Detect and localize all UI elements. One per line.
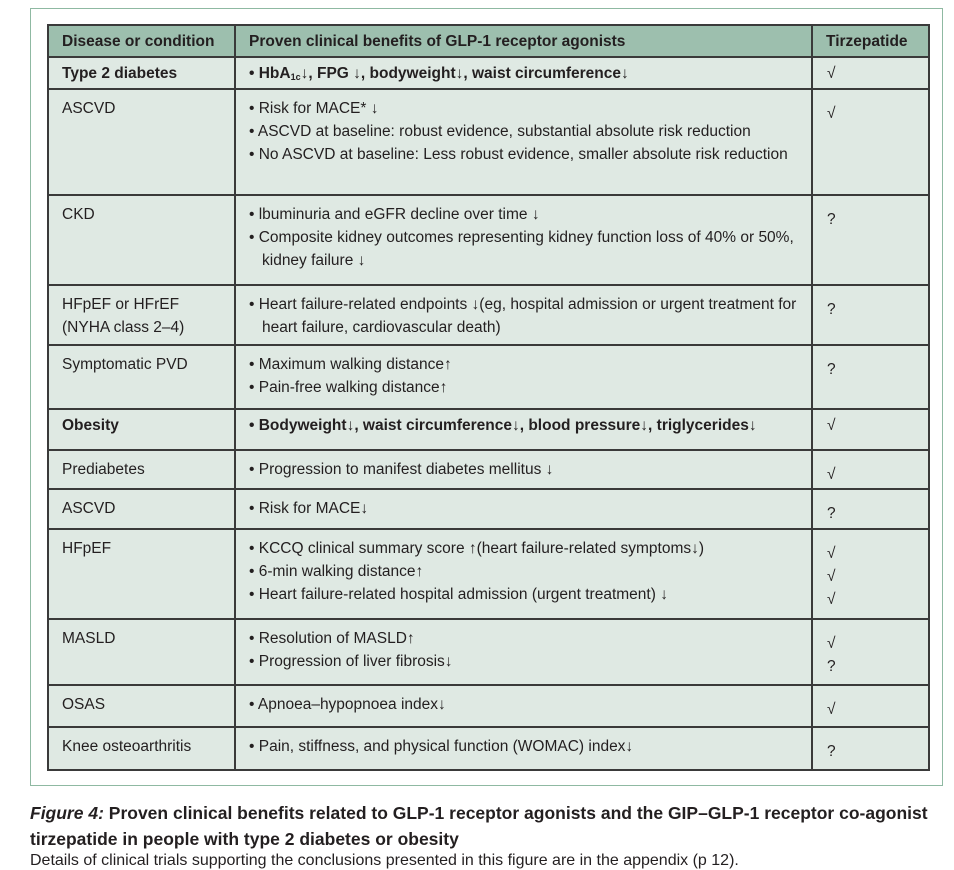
tirzepatide-cell [812, 529, 929, 619]
tirzepatide-mark: ? [827, 505, 836, 522]
benefit-item: • Bodyweight↓, waist circumference↓, blood pressure↓, triglycerides↓ [249, 417, 757, 434]
figure-note: Details of clinical trials supporting the conclusions presented in this figure are in the appendix (p 12). [30, 852, 739, 869]
header-tirzepatide: Tirzepatide [812, 25, 929, 57]
tirzepatide-mark: √ [827, 466, 836, 483]
table-row [48, 409, 929, 450]
tirzepatide-mark: √ [827, 635, 836, 652]
table-row [48, 685, 929, 727]
tirzepatide-mark: √ [827, 65, 836, 82]
benefits-cell [235, 450, 812, 489]
condition-cell: ASCVD [48, 89, 235, 195]
tirzepatide-cell [812, 345, 929, 409]
figure-title: Proven clinical benefits related to GLP-1 receptor agonists and the GIP–GLP-1 receptor co-agonist tirzepatide in people with type 2 diabetes or obesity [30, 803, 928, 849]
tirzepatide-mark: ? [827, 658, 836, 675]
table-row [48, 450, 929, 489]
table-row [48, 727, 929, 770]
subscript: 1c [290, 72, 301, 82]
tirzepatide-mark: √ [827, 568, 836, 585]
tirzepatide-mark: ? [827, 361, 836, 378]
table-row [48, 619, 929, 685]
benefit-item: • Progression of liver fibrosis↓ [249, 653, 453, 670]
condition-cell: HFpEF [48, 529, 235, 619]
condition-cell: CKD [48, 195, 235, 285]
tirzepatide-mark: ? [827, 211, 836, 228]
figure-caption [30, 800, 940, 852]
benefit-item: • ASCVD at baseline: robust evidence, substantial absolute risk reduction [249, 123, 751, 140]
benefit-item: • Pain, stiffness, and physical function (WOMAC) index↓ [249, 738, 634, 755]
tirzepatide-cell [812, 409, 929, 450]
condition-cell: MASLD [48, 619, 235, 685]
tirzepatide-mark: ? [827, 743, 836, 760]
benefit-item: • Resolution of MASLD↑ [249, 630, 415, 647]
benefits-cell [235, 727, 812, 770]
tirzepatide-mark: ? [827, 301, 836, 318]
table-row [48, 57, 929, 89]
benefit-item: • Heart failure-related endpoints ↓(eg, hospital admission or urgent treatment for heart failure, cardiovascular death) [249, 296, 797, 336]
benefits-cell [235, 409, 812, 450]
benefit-item: • 6-min walking distance↑ [249, 563, 424, 580]
tirzepatide-mark: √ [827, 591, 836, 608]
benefits-cell [235, 57, 812, 89]
table-row [48, 89, 929, 195]
table-row [48, 529, 929, 619]
benefit-item: • Pain-free walking distance↑ [249, 379, 448, 396]
benefit-item: • Apnoea–hypopnoea index↓ [249, 696, 446, 713]
benefits-cell [235, 195, 812, 285]
tirzepatide-cell [812, 450, 929, 489]
benefit-item: • Composite kidney outcomes representing kidney function loss of 40% or 50%, kidney failure ↓ [249, 229, 794, 269]
benefit-item: • Risk for MACE↓ [249, 500, 369, 517]
tirzepatide-cell [812, 727, 929, 770]
header-benefits: Proven clinical benefits of GLP-1 receptor agonists [235, 25, 812, 57]
benefits-table [47, 24, 930, 771]
benefit-item: • lbuminuria and eGFR decline over time ↓ [249, 206, 540, 223]
table-header-row [48, 25, 929, 57]
tirzepatide-cell [812, 195, 929, 285]
benefit-item: • Risk for MACE* ↓ [249, 100, 379, 117]
tirzepatide-mark: √ [827, 105, 836, 122]
table-row [48, 285, 929, 345]
tirzepatide-cell [812, 685, 929, 727]
condition-cell: Obesity [48, 409, 235, 450]
benefit-item: • Heart failure-related hospital admission (urgent treatment) ↓ [249, 586, 668, 603]
condition-cell: OSAS [48, 685, 235, 727]
figure-label: Figure 4: [30, 803, 104, 823]
benefits-cell [235, 345, 812, 409]
condition-cell: HFpEF or HFrEF (NYHA class 2–4) [48, 285, 235, 345]
table-row [48, 489, 929, 529]
benefits-cell [235, 489, 812, 529]
benefit-item: • HbA$_{1c}$↓, FPG ↓, bodyweight↓, waist circumference↓ [249, 65, 629, 82]
benefit-item: • Maximum walking distance↑ [249, 356, 452, 373]
table-row [48, 195, 929, 285]
tirzepatide-mark: √ [827, 701, 836, 718]
benefits-cell [235, 285, 812, 345]
tirzepatide-mark: √ [827, 417, 836, 434]
tirzepatide-cell [812, 619, 929, 685]
tirzepatide-cell [812, 489, 929, 529]
condition-cell: Prediabetes [48, 450, 235, 489]
condition-cell: Type 2 diabetes [48, 57, 235, 89]
tirzepatide-cell [812, 285, 929, 345]
condition-cell: Knee osteoarthritis [48, 727, 235, 770]
tirzepatide-cell [812, 57, 929, 89]
condition-cell: Symptomatic PVD [48, 345, 235, 409]
benefit-item: • KCCQ clinical summary score ↑(heart failure-related symptoms↓) [249, 540, 705, 557]
table-row [48, 345, 929, 409]
benefits-cell [235, 685, 812, 727]
benefits-cell [235, 529, 812, 619]
benefit-item: • No ASCVD at baseline: Less robust evidence, smaller absolute risk reduction [249, 146, 788, 163]
benefits-cell [235, 619, 812, 685]
tirzepatide-mark: √ [827, 545, 836, 562]
tirzepatide-cell [812, 89, 929, 195]
header-condition: Disease or condition [48, 25, 235, 57]
benefits-cell [235, 89, 812, 195]
benefit-item: • Progression to manifest diabetes mellitus ↓ [249, 461, 554, 478]
condition-cell: ASCVD [48, 489, 235, 529]
